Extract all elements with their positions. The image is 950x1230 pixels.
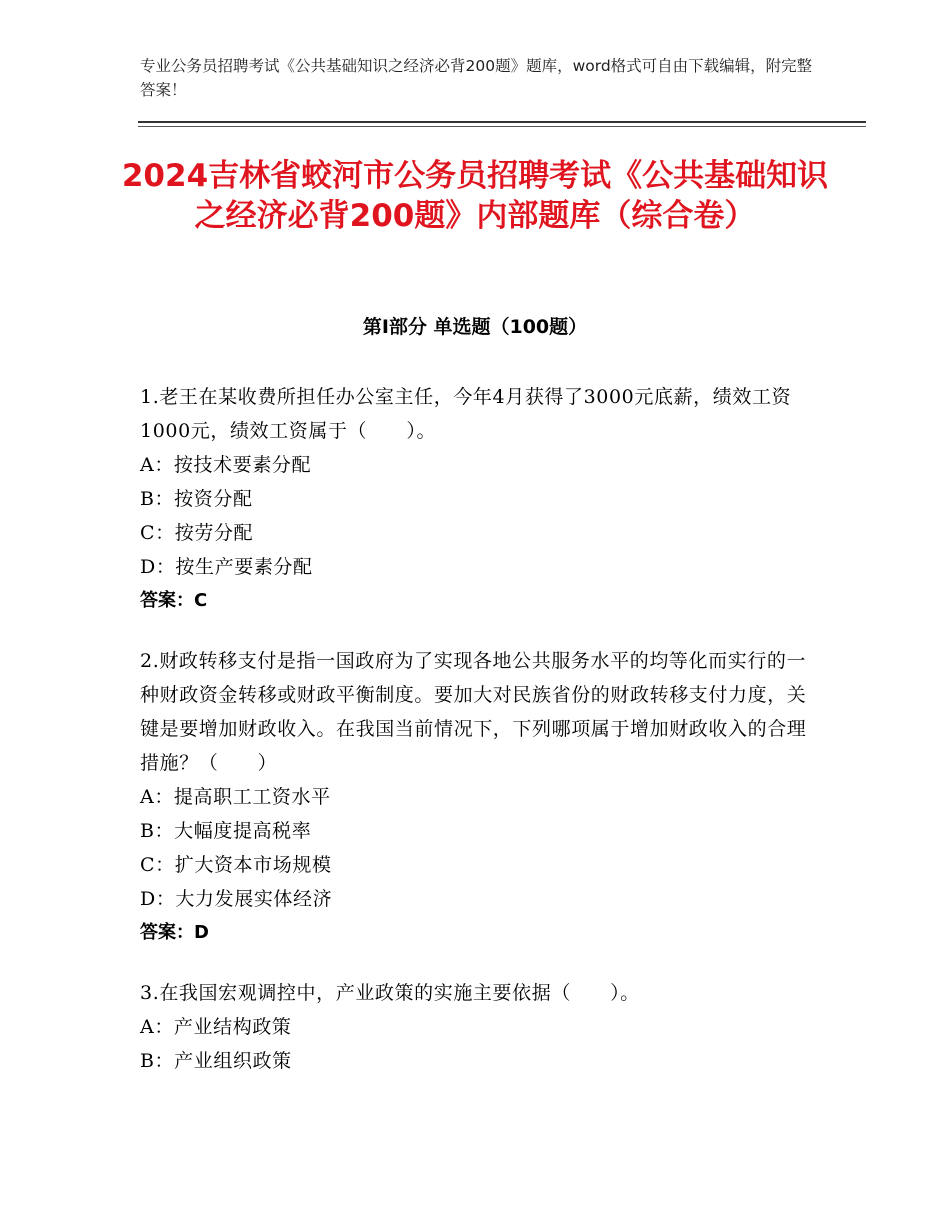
header-divider-thin: [138, 126, 866, 127]
option-a: A：提高职工工资水平: [140, 786, 331, 808]
option-b: B：大幅度提高税率: [140, 820, 312, 842]
document-title: 2024吉林省蛟河市公务员招聘考试《公共基础知识之经济必背200题》内部题库（综合卷）: [121, 158, 829, 234]
section-title: 第Ⅰ部分 单选题（100题）: [362, 316, 588, 338]
option-b: B：产业组织政策: [140, 1050, 292, 1072]
question-1: [140, 380, 812, 618]
answer-line: 答案：D: [140, 922, 209, 943]
header-note: 专业公务员招聘考试《公共基础知识之经济必背200题》题库，word格式可自由下载编辑，附完整答案！: [140, 57, 813, 99]
question-stem: 1.老王在某收费所担任办公室主任，今年4月获得了3000元底薪，绩效工资1000元，绩效工资属于（ ）。: [140, 386, 792, 442]
header-divider-thick: [138, 121, 866, 123]
option-a: A：按技术要素分配: [140, 454, 312, 476]
question-2: [140, 644, 812, 950]
option-c: C：按劳分配: [140, 522, 254, 544]
question-3: [140, 976, 812, 1078]
option-a: A：产业结构政策: [140, 1016, 292, 1038]
question-list: [140, 380, 812, 1104]
option-d: D：大力发展实体经济: [140, 888, 333, 910]
option-d: D：按生产要素分配: [140, 556, 313, 578]
question-stem: 2.财政转移支付是指一国政府为了实现各地公共服务水平的均等化而实行的一种财政资金转移或财政平衡制度。要加大对民族省份的财政转移支付力度，关键是要增加财政收入。在我国当前情况下，下列哪项属于增加财政收入的合理措施？（ ）: [140, 650, 807, 774]
option-c: C：扩大资本市场规模: [140, 854, 332, 876]
question-stem: 3.在我国宏观调控中，产业政策的实施主要依据（ ）。: [140, 982, 640, 1004]
option-b: B：按资分配: [140, 488, 253, 510]
answer-line: 答案：C: [140, 590, 208, 611]
